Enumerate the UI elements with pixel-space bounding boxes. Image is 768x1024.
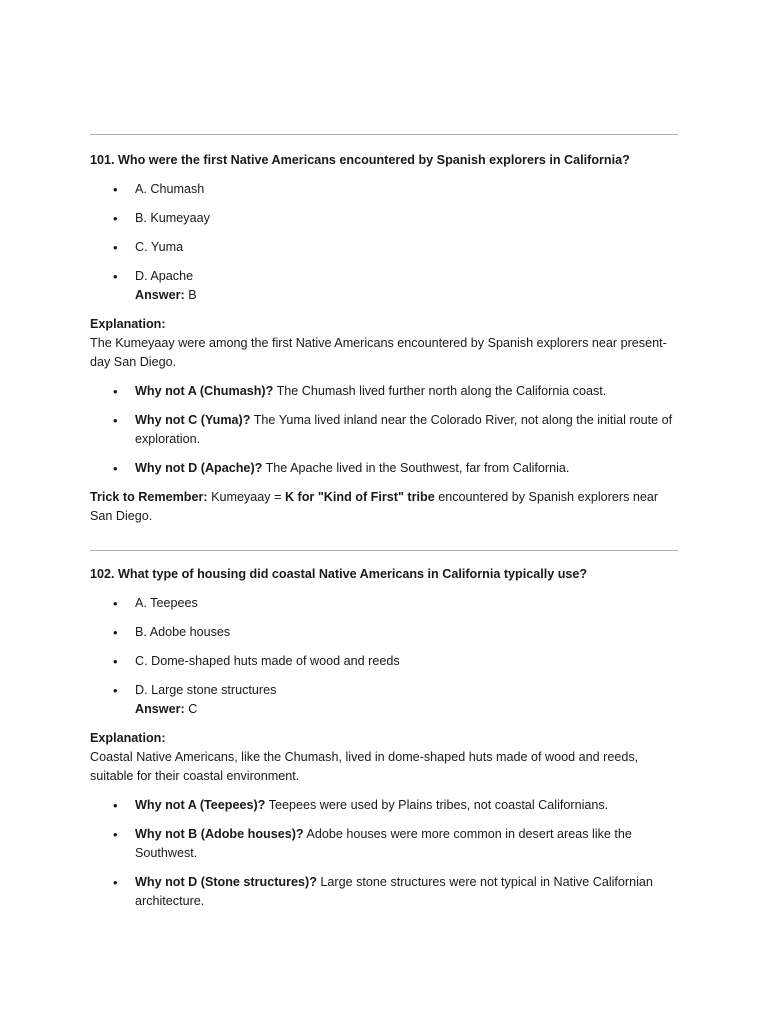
- option-item: • B. Adobe houses: [90, 623, 678, 642]
- trick-to-remember: [90, 488, 678, 526]
- question-102-options: [90, 594, 678, 719]
- why-not-text: The Chumash lived further north along the California coast.: [276, 384, 607, 398]
- option-item: • C. Dome-shaped huts made of wood and reeds: [90, 652, 678, 671]
- explanation-heading: Explanation:: [90, 317, 166, 331]
- answer-label: Answer:: [135, 702, 185, 716]
- option-text: D. Large stone structures: [135, 683, 277, 697]
- option-item: • A. Chumash: [90, 180, 678, 199]
- why-not-item: [90, 382, 678, 401]
- why-not-text: Adobe houses were more common in desert areas like the Southwest.: [135, 827, 632, 860]
- why-not-item: [90, 825, 678, 863]
- why-not-list: [90, 796, 678, 911]
- why-not-item: [90, 459, 678, 478]
- why-not-item: [90, 411, 678, 449]
- option-item: • B. Kumeyaay: [90, 209, 678, 228]
- option-item: [90, 681, 678, 719]
- answer-value: C: [188, 702, 198, 716]
- why-not-text: Large stone structures were not typical in Native Californian architecture.: [135, 875, 653, 908]
- why-not-label: Why not C (Yuma)?: [135, 413, 251, 427]
- trick-post: encountered by Spanish explorers near San Diego.: [90, 490, 659, 523]
- trick-bold: K for "Kind of First" tribe: [284, 490, 435, 504]
- section-divider: [90, 134, 678, 135]
- question-102-heading: 102. What type of housing did coastal Native Americans in California typically use?: [90, 567, 588, 581]
- why-not-list: [90, 382, 678, 478]
- explanation-heading: Explanation:: [90, 731, 166, 745]
- explanation-text: The Kumeyaay were among the first Native Americans encountered by Spanish explorers near present-day San Diego.: [90, 336, 667, 369]
- why-not-label: Why not B (Adobe houses)?: [135, 827, 304, 841]
- option-text: D. Apache: [135, 269, 194, 283]
- why-not-text: The Yuma lived inland near the Colorado River, not along the initial route of exploration.: [135, 413, 673, 446]
- option-item: [90, 267, 678, 305]
- why-not-text: The Apache lived in the Southwest, far from California.: [265, 461, 570, 475]
- trick-label: Trick to Remember:: [90, 490, 208, 504]
- explanation-text: Coastal Native Americans, like the Chumash, lived in dome-shaped huts made of wood and reeds, suitable for their coastal environment.: [90, 750, 639, 783]
- question-101-heading: 101. Who were the first Native Americans encountered by Spanish explorers in California?: [90, 153, 630, 167]
- why-not-label: Why not A (Chumash)?: [135, 384, 274, 398]
- option-item: • A. Teepees: [90, 594, 678, 613]
- trick-pre: Kumeyaay =: [211, 490, 285, 504]
- option-item: • C. Yuma: [90, 238, 678, 257]
- answer-line: [135, 286, 678, 305]
- answer-value: B: [188, 288, 197, 302]
- why-not-label: Why not A (Teepees)?: [135, 798, 266, 812]
- document-page: [90, 0, 678, 911]
- why-not-text: Teepees were used by Plains tribes, not coastal Californians.: [268, 798, 609, 812]
- section-divider: [90, 550, 678, 551]
- why-not-item: [90, 873, 678, 911]
- question-101-options: [90, 180, 678, 305]
- answer-line: [135, 700, 678, 719]
- why-not-label: Why not D (Apache)?: [135, 461, 263, 475]
- answer-label: Answer:: [135, 288, 185, 302]
- why-not-label: Why not D (Stone structures)?: [135, 875, 317, 889]
- why-not-item: [90, 796, 678, 815]
